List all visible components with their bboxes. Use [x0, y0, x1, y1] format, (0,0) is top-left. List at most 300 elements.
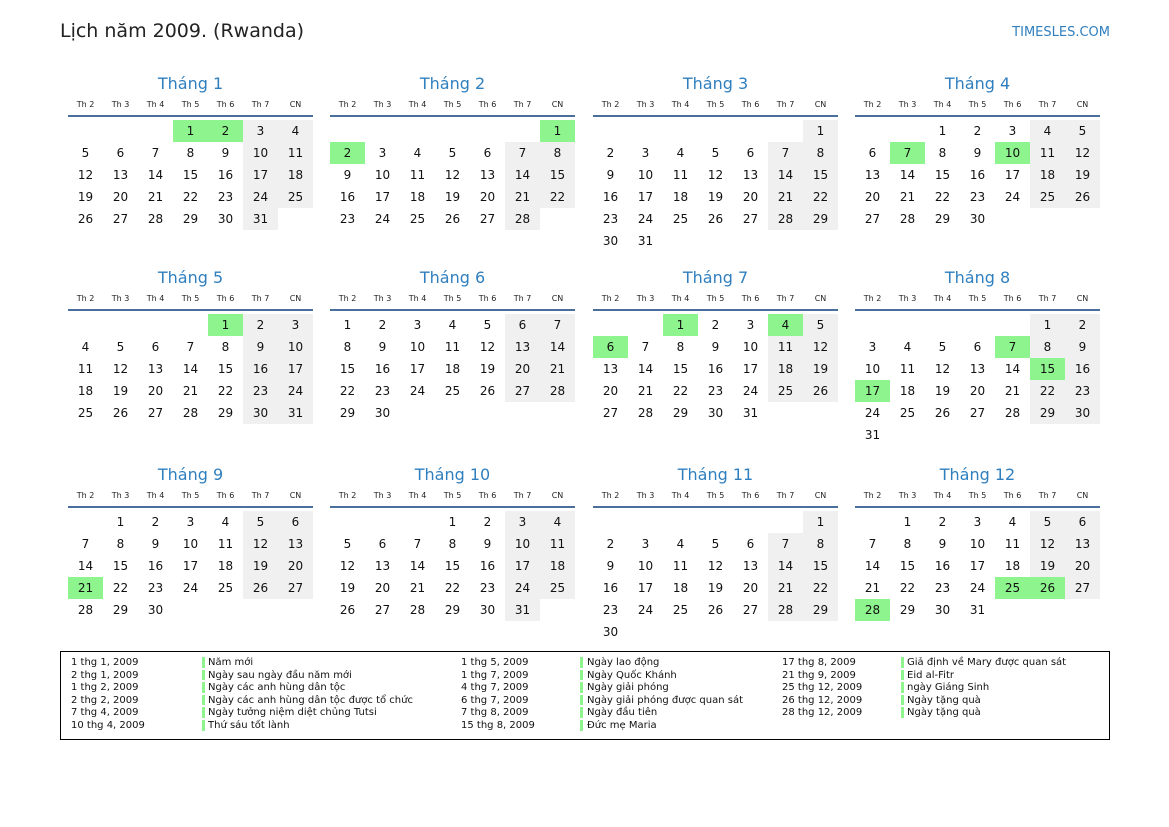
legend-date-column — [461, 657, 535, 733]
legend-date: 1 thg 7, 2009 — [461, 669, 529, 681]
legend-holiday-name: Ngày các anh hùng dân tộc được tổ chức — [208, 694, 413, 706]
weekday-header — [855, 293, 1100, 311]
day-cell: 26 — [479, 384, 496, 398]
day-cell: 30 — [217, 212, 234, 226]
day-cell: 7 — [868, 537, 877, 551]
weekday-label: Th 6 — [478, 491, 497, 500]
weekday-label: CN — [814, 491, 827, 500]
day-cell: 20 — [602, 384, 619, 398]
day-cell: 9 — [973, 146, 982, 160]
legend-date: 7 thg 4, 2009 — [71, 707, 139, 719]
day-cell: 11 — [77, 362, 94, 376]
day-cell: 13 — [864, 168, 881, 182]
empty-cell — [365, 511, 400, 533]
month-calendar — [330, 268, 575, 424]
day-cell: 24 — [637, 603, 654, 617]
day-cell: 1 — [938, 124, 947, 138]
day-cell: 30 — [243, 402, 278, 424]
day-grid — [68, 511, 313, 621]
day-cell: 19 — [479, 362, 496, 376]
day-cell: 29 — [899, 603, 916, 617]
day-cell: 13 — [374, 559, 391, 573]
day-cell: 12 — [479, 340, 496, 354]
weekday-label: Th 6 — [741, 491, 760, 500]
weekday-label: Th 6 — [1003, 491, 1022, 500]
day-cell: 17 — [182, 559, 199, 573]
weekday-label: Th 6 — [216, 491, 235, 500]
day-cell: 21 — [864, 581, 881, 595]
day-cell: 17 — [505, 555, 540, 577]
holiday-day-cell: 4 — [768, 314, 803, 336]
day-cell: 9 — [243, 336, 278, 358]
weekday-label: Th 7 — [1038, 294, 1057, 303]
empty-cell — [593, 511, 628, 533]
day-cell: 27 — [602, 406, 619, 420]
day-cell: 22 — [112, 581, 129, 595]
day-cell: 7 — [641, 340, 650, 354]
day-cell: 28 — [637, 406, 654, 420]
day-cell: 23 — [243, 380, 278, 402]
weekday-label: Th 2 — [76, 100, 95, 109]
day-cell: 13 — [1065, 533, 1100, 555]
legend-holiday-name: Ngày Quốc Khánh — [587, 669, 677, 681]
legend-holiday-name: Eid al-Fitr — [907, 669, 954, 681]
day-grid — [593, 120, 838, 252]
weekday-label: CN — [1076, 100, 1089, 109]
day-cell: 27 — [479, 212, 496, 226]
day-cell: 23 — [969, 190, 986, 204]
day-cell: 2 — [606, 537, 615, 551]
day-cell: 9 — [151, 537, 160, 551]
day-cell: 11 — [409, 168, 426, 182]
day-cell: 5 — [711, 146, 720, 160]
day-cell: 3 — [641, 537, 650, 551]
legend-date-column — [71, 657, 145, 733]
day-cell: 14 — [540, 336, 575, 358]
weekday-header — [68, 490, 313, 508]
legend-marker-segment — [901, 657, 904, 668]
day-cell: 17 — [374, 190, 391, 204]
legend-marker-segment — [580, 670, 583, 681]
day-cell: 1 — [1030, 314, 1065, 336]
day-cell: 19 — [707, 190, 724, 204]
empty-cell — [698, 511, 733, 533]
day-grid — [330, 314, 575, 424]
day-cell: 25 — [672, 212, 689, 226]
day-grid — [330, 120, 575, 230]
day-cell: 20 — [742, 581, 759, 595]
day-cell: 5 — [803, 314, 838, 336]
day-cell: 2 — [378, 318, 387, 332]
weekday-label: Th 5 — [181, 294, 200, 303]
day-cell: 6 — [868, 146, 877, 160]
legend-name-column — [907, 657, 1066, 720]
day-cell: 6 — [746, 537, 755, 551]
day-cell: 25 — [899, 406, 916, 420]
day-cell: 31 — [742, 406, 759, 420]
day-cell: 17 — [969, 559, 986, 573]
weekday-label: Th 7 — [251, 294, 270, 303]
day-cell: 4 — [221, 515, 230, 529]
month-name: Tháng 2 — [419, 74, 486, 93]
weekday-label: CN — [814, 294, 827, 303]
day-cell: 19 — [1030, 555, 1065, 577]
day-cell: 20 — [479, 190, 496, 204]
weekday-label: Th 5 — [706, 100, 725, 109]
weekday-header — [593, 490, 838, 508]
day-cell: 27 — [1065, 577, 1100, 599]
weekday-header — [330, 99, 575, 117]
empty-cell — [505, 120, 540, 142]
day-cell: 26 — [77, 212, 94, 226]
day-cell: 28 — [768, 599, 803, 621]
day-cell: 5 — [483, 318, 492, 332]
day-cell: 1 — [803, 120, 838, 142]
legend-date: 28 thg 12, 2009 — [782, 707, 863, 719]
weekday-label: Th 7 — [1038, 491, 1057, 500]
empty-cell — [138, 314, 173, 336]
day-cell: 1 — [116, 515, 125, 529]
day-cell: 14 — [409, 559, 426, 573]
weekday-label: Th 3 — [636, 491, 655, 500]
day-cell: 17 — [1004, 168, 1021, 182]
day-cell: 4 — [448, 318, 457, 332]
day-cell: 6 — [483, 146, 492, 160]
day-cell: 14 — [768, 164, 803, 186]
day-cell: 11 — [540, 533, 575, 555]
weekday-label: Th 4 — [146, 294, 165, 303]
weekday-label: Th 5 — [443, 491, 462, 500]
weekday-label: Th 7 — [513, 491, 532, 500]
day-cell: 20 — [969, 384, 986, 398]
day-cell: 16 — [217, 168, 234, 182]
legend-holiday-name: Ngày tặng quà — [907, 694, 981, 706]
day-cell: 26 — [803, 380, 838, 402]
day-cell: 18 — [768, 358, 803, 380]
day-cell: 10 — [182, 537, 199, 551]
day-cell: 5 — [116, 340, 125, 354]
day-cell: 18 — [540, 555, 575, 577]
day-cell: 13 — [602, 362, 619, 376]
month-calendar — [855, 74, 1100, 230]
legend-holiday-name: Ngày các anh hùng dân tộc — [208, 682, 346, 694]
day-cell: 15 — [899, 559, 916, 573]
month-name: Tháng 9 — [157, 465, 224, 484]
day-cell: 13 — [147, 362, 164, 376]
day-cell: 29 — [672, 406, 689, 420]
day-cell: 8 — [803, 533, 838, 555]
empty-cell — [698, 120, 733, 142]
weekday-label: Th 5 — [443, 100, 462, 109]
weekday-label: CN — [551, 100, 564, 109]
holiday-day-cell: 7 — [890, 142, 925, 164]
day-cell: 7 — [81, 537, 90, 551]
day-cell: 30 — [602, 234, 619, 248]
day-cell: 18 — [217, 559, 234, 573]
day-cell: 6 — [1065, 511, 1100, 533]
day-cell: 21 — [505, 186, 540, 208]
day-cell: 22 — [803, 186, 838, 208]
day-cell: 2 — [973, 124, 982, 138]
weekday-label: Th 2 — [863, 294, 882, 303]
day-cell: 13 — [278, 533, 313, 555]
weekday-label: Th 2 — [338, 491, 357, 500]
legend-marker-segment — [202, 670, 205, 681]
day-cell: 12 — [339, 559, 356, 573]
day-cell: 11 — [672, 168, 689, 182]
empty-cell — [330, 120, 365, 142]
day-cell: 26 — [112, 406, 129, 420]
weekday-label: CN — [551, 294, 564, 303]
legend-marker-segment — [580, 682, 583, 693]
day-cell: 1 — [903, 515, 912, 529]
weekday-label: Th 3 — [111, 294, 130, 303]
day-cell: 14 — [182, 362, 199, 376]
day-cell: 24 — [374, 212, 391, 226]
day-cell: 17 — [243, 164, 278, 186]
day-cell: 21 — [540, 358, 575, 380]
day-cell: 8 — [803, 142, 838, 164]
legend-name-column — [587, 657, 743, 733]
day-cell: 18 — [672, 581, 689, 595]
day-cell: 20 — [864, 190, 881, 204]
weekday-label: Th 4 — [146, 491, 165, 500]
weekday-label: Th 7 — [251, 100, 270, 109]
legend-color-marker — [580, 657, 583, 733]
month-name: Tháng 1 — [157, 74, 224, 93]
day-cell: 23 — [1065, 380, 1100, 402]
day-cell: 30 — [707, 406, 724, 420]
month-calendar — [593, 268, 838, 424]
day-cell: 7 — [768, 533, 803, 555]
day-cell: 21 — [768, 577, 803, 599]
legend-holiday-name: Giả định về Mary được quan sát — [907, 657, 1067, 668]
day-cell: 23 — [374, 384, 391, 398]
day-cell: 21 — [637, 384, 654, 398]
day-cell: 8 — [343, 340, 352, 354]
day-cell: 4 — [676, 537, 685, 551]
holiday-day-cell: 6 — [593, 336, 628, 358]
day-cell: 14 — [864, 559, 881, 573]
day-cell: 27 — [278, 577, 313, 599]
holiday-day-cell: 17 — [855, 380, 890, 402]
day-cell: 3 — [243, 120, 278, 142]
weekday-label: Th 6 — [216, 294, 235, 303]
day-cell: 13 — [742, 168, 759, 182]
day-cell: 3 — [505, 511, 540, 533]
day-cell: 13 — [479, 168, 496, 182]
holiday-day-cell: 28 — [855, 599, 890, 621]
day-grid — [68, 314, 313, 424]
empty-cell — [628, 120, 663, 142]
day-grid — [593, 314, 838, 424]
day-cell: 21 — [147, 190, 164, 204]
weekday-label: Th 7 — [1038, 100, 1057, 109]
day-cell: 28 — [182, 406, 199, 420]
legend-date: 2 thg 1, 2009 — [71, 669, 139, 681]
day-cell: 6 — [973, 340, 982, 354]
empty-cell — [330, 511, 365, 533]
day-cell: 16 — [602, 581, 619, 595]
day-cell: 27 — [374, 603, 391, 617]
day-cell: 5 — [243, 511, 278, 533]
legend-marker-segment — [901, 695, 904, 706]
weekday-label: Th 2 — [76, 294, 95, 303]
weekday-label: Th 5 — [968, 100, 987, 109]
weekday-label: Th 4 — [671, 491, 690, 500]
day-cell: 29 — [112, 603, 129, 617]
day-cell: 8 — [903, 537, 912, 551]
empty-cell — [68, 314, 103, 336]
weekday-label: CN — [1076, 491, 1089, 500]
month-calendar — [68, 74, 313, 230]
day-cell: 19 — [934, 384, 951, 398]
legend-marker-segment — [901, 707, 904, 718]
day-cell: 26 — [243, 577, 278, 599]
day-cell: 5 — [938, 340, 947, 354]
day-cell: 19 — [77, 190, 94, 204]
day-cell: 19 — [1065, 164, 1100, 186]
month-name: Tháng 12 — [939, 465, 1016, 484]
day-cell: 10 — [864, 362, 881, 376]
day-cell: 6 — [278, 511, 313, 533]
day-cell: 24 — [969, 581, 986, 595]
day-cell: 11 — [768, 336, 803, 358]
weekday-label: CN — [1076, 294, 1089, 303]
day-cell: 29 — [182, 212, 199, 226]
day-cell: 30 — [1065, 402, 1100, 424]
day-cell: 9 — [483, 537, 492, 551]
day-cell: 11 — [217, 537, 234, 551]
empty-cell — [470, 120, 505, 142]
day-cell: 4 — [413, 146, 422, 160]
day-cell: 27 — [505, 380, 540, 402]
day-cell: 7 — [151, 146, 160, 160]
day-grid — [593, 511, 838, 643]
day-cell: 4 — [676, 146, 685, 160]
site-link[interactable]: TIMESLES.COM — [1012, 25, 1110, 40]
day-cell: 6 — [505, 314, 540, 336]
day-cell: 31 — [278, 402, 313, 424]
holiday-day-cell: 26 — [1030, 577, 1065, 599]
day-cell: 1 — [343, 318, 352, 332]
weekday-label: Th 4 — [408, 294, 427, 303]
day-cell: 27 — [742, 212, 759, 226]
legend-date: 25 thg 12, 2009 — [782, 682, 863, 694]
day-cell: 2 — [711, 318, 720, 332]
day-cell: 12 — [243, 533, 278, 555]
day-cell: 10 — [374, 168, 391, 182]
day-cell: 11 — [1030, 142, 1065, 164]
day-cell: 27 — [112, 212, 129, 226]
day-cell: 16 — [707, 362, 724, 376]
day-cell: 24 — [182, 581, 199, 595]
legend-holiday-name: Ngày đầu tiên — [587, 707, 658, 719]
day-cell: 29 — [803, 208, 838, 230]
day-cell: 19 — [707, 581, 724, 595]
weekday-label: Th 4 — [671, 294, 690, 303]
day-cell: 15 — [803, 164, 838, 186]
day-cell: 10 — [637, 559, 654, 573]
day-cell: 20 — [112, 190, 129, 204]
day-cell: 9 — [1065, 336, 1100, 358]
empty-cell — [400, 511, 435, 533]
day-cell: 21 — [899, 190, 916, 204]
legend-marker-segment — [202, 707, 205, 718]
day-cell: 7 — [768, 142, 803, 164]
weekday-label: Th 2 — [863, 491, 882, 500]
day-cell: 12 — [1065, 142, 1100, 164]
day-cell: 15 — [112, 559, 129, 573]
day-cell: 30 — [147, 603, 164, 617]
day-cell: 7 — [186, 340, 195, 354]
day-cell: 30 — [374, 406, 391, 420]
day-cell: 16 — [602, 190, 619, 204]
day-cell: 28 — [147, 212, 164, 226]
day-cell: 4 — [1030, 120, 1065, 142]
day-cell: 8 — [540, 142, 575, 164]
day-cell: 25 — [444, 384, 461, 398]
day-cell: 29 — [934, 212, 951, 226]
day-cell: 18 — [409, 190, 426, 204]
day-cell: 30 — [602, 625, 619, 639]
day-cell: 18 — [672, 190, 689, 204]
day-cell: 24 — [742, 384, 759, 398]
holiday-day-cell: 15 — [1030, 358, 1065, 380]
day-cell: 9 — [606, 168, 615, 182]
weekday-label: Th 3 — [111, 100, 130, 109]
day-cell: 4 — [1008, 515, 1017, 529]
day-cell: 6 — [116, 146, 125, 160]
weekday-label: Th 7 — [251, 491, 270, 500]
day-cell: 17 — [637, 190, 654, 204]
day-cell: 9 — [221, 146, 230, 160]
day-cell: 23 — [217, 190, 234, 204]
day-cell: 3 — [641, 146, 650, 160]
weekday-label: Th 2 — [601, 100, 620, 109]
weekday-header — [593, 99, 838, 117]
day-cell: 3 — [278, 314, 313, 336]
day-cell: 21 — [182, 384, 199, 398]
day-cell: 6 — [151, 340, 160, 354]
month-calendar — [593, 74, 838, 252]
day-cell: 9 — [711, 340, 720, 354]
day-cell: 10 — [742, 340, 759, 354]
day-cell: 15 — [672, 362, 689, 376]
holiday-day-cell: 7 — [995, 336, 1030, 358]
weekday-label: Th 2 — [601, 294, 620, 303]
day-cell: 30 — [934, 603, 951, 617]
day-cell: 16 — [479, 559, 496, 573]
weekday-header — [330, 490, 575, 508]
day-cell: 23 — [602, 212, 619, 226]
weekday-label: Th 5 — [181, 100, 200, 109]
empty-cell — [855, 511, 890, 533]
day-cell: 19 — [112, 384, 129, 398]
weekday-label: Th 6 — [478, 294, 497, 303]
weekday-label: Th 5 — [968, 491, 987, 500]
day-cell: 7 — [540, 314, 575, 336]
empty-cell — [890, 314, 925, 336]
weekday-label: Th 2 — [863, 100, 882, 109]
day-cell: 1 — [448, 515, 457, 529]
day-cell: 18 — [444, 362, 461, 376]
day-cell: 21 — [768, 186, 803, 208]
day-cell: 26 — [707, 212, 724, 226]
day-cell: 23 — [479, 581, 496, 595]
weekday-label: Th 6 — [478, 100, 497, 109]
day-cell: 18 — [1004, 559, 1021, 573]
